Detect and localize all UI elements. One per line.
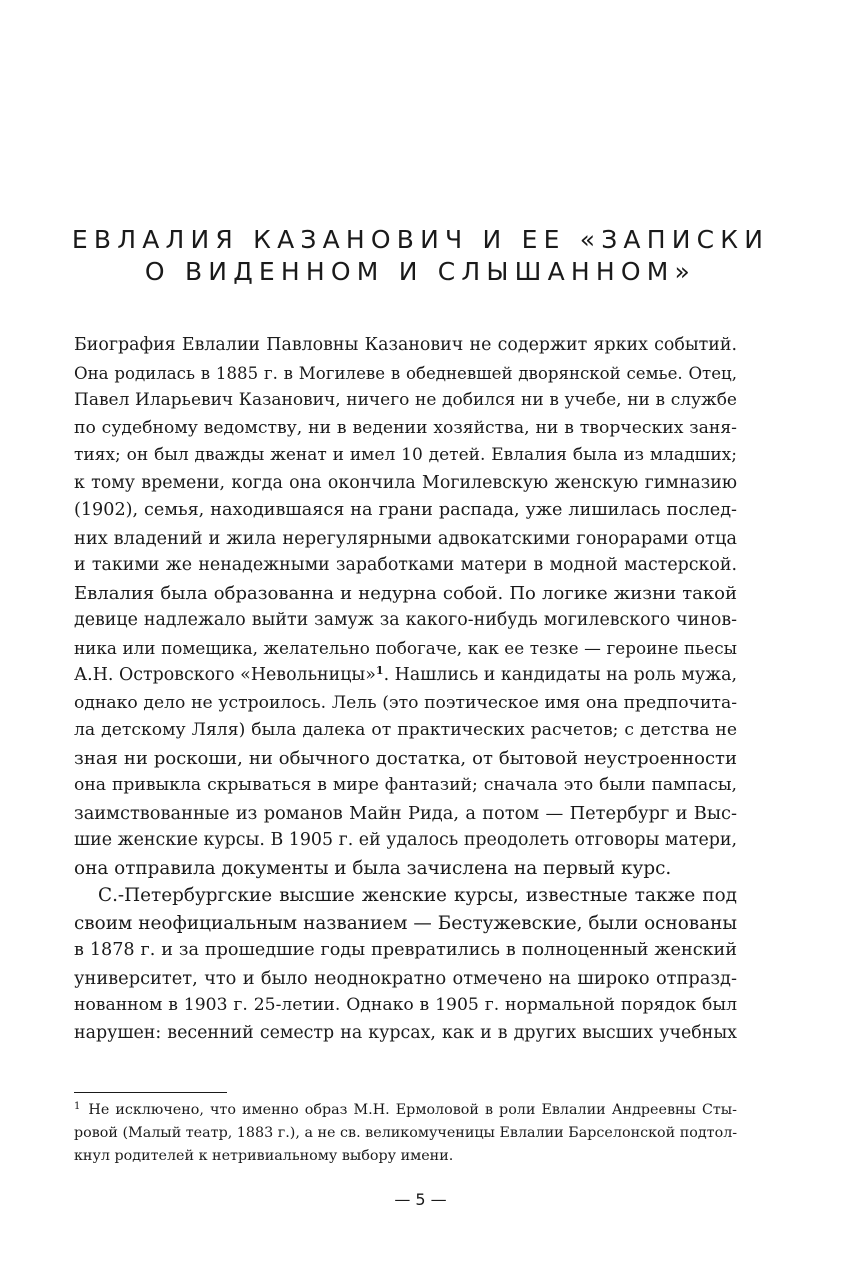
text-line: она привыкла скрываться в мире фантазий; сначала это были пампасы, — [74, 775, 737, 795]
footnote-separator — [74, 1092, 227, 1093]
footnote-line: кнул родителей к нетривиальному выбору имени. — [74, 1148, 454, 1164]
text-line: она отправила документы и была зачислена на первый курс. — [74, 857, 672, 879]
text-line: Павел Иларьевич Казанович, ничего не добился ни в учебе, ни в службе — [74, 390, 737, 410]
text-line: по судебному ведомству, ни в ведении хозяйства, ни в творческих заня- — [74, 417, 737, 438]
text-line: нарушен: весенний семестр на курсах, как и в других высших учебных — [74, 1022, 737, 1043]
text-fragment: А.Н. Островского «Невольницы» — [74, 665, 376, 685]
footnote — [74, 1099, 737, 1168]
text-line: однако дело не устроилось. Лель (это поэтическое имя она предпочита- — [74, 692, 737, 713]
text-line: Она родилась в 1885 г. в Могилеве в обедневшей дворянской семье. Отец, — [74, 363, 737, 383]
footnote-reference[interactable]: 1 — [375, 664, 384, 677]
text-line: университет, что и было неоднократно отмечено на широко отпразд- — [74, 967, 737, 989]
text-line: к тому времени, когда она окончила Могилевскую женскую гимназию — [74, 472, 737, 493]
text-line: шие женские курсы. В 1905 г. ей удалось преодолеть отговоры матери, — [74, 830, 737, 850]
text-line: тиях; он был дважды женат и имел 10 детей. Евлалия была из младших; — [74, 445, 737, 465]
text-line: девице надлежало выйти замуж за какого-нибудь могилевского чинов- — [74, 610, 737, 630]
footnote-line — [74, 1099, 737, 1122]
text-fragment: . Нашлись и кандидаты на роль мужа, — [383, 665, 737, 685]
text-line: них владений и жила нерегулярными адвокатскими гонорарами отца — [74, 527, 737, 549]
text-line: нованном в 1903 г. 25-летии. Однако в 1905 г. нормальной порядок был — [74, 995, 737, 1015]
text-line: Биография Евлалии Павловны Казанович не содержит ярких событий. — [74, 335, 737, 355]
text-line-with-footnote-ref — [74, 662, 737, 690]
text-line: своим неофициальным названием — Бестужевские, были основаны — [74, 912, 737, 934]
body-text — [74, 332, 737, 1047]
text-line: ла детскому Ляля) была далека от практических расчетов; с детства не — [74, 720, 737, 740]
text-line: заимствованные из романов Майн Рида, а потом — Петербург и Выс- — [74, 802, 737, 824]
footnote-mark: 1 — [74, 1101, 81, 1112]
chapter-title-line-2: О ВИДЕННОМ И СЛЫШАННОМ» — [144, 257, 697, 286]
text-line: С.-Петербургские высшие женские курсы, известные также под — [98, 885, 737, 906]
text-line: (1902), семья, находившаяся на грани распада, уже лишилась послед- — [74, 500, 737, 520]
chapter-title-line-1: ЕВЛАЛИЯ КАЗАНОВИЧ И ЕЕ «ЗАПИСКИ — [71, 225, 770, 254]
footnote-text: Не исключено, что именно образ М.Н. Ермоловой в роли Евлалии Андреевны Сты- — [88, 1102, 737, 1118]
text-line: и такими же ненадежными заработками матери в модной мастерской. — [74, 555, 737, 575]
footnote-line: ровой (Малый театр, 1883 г.), а не св. великомученицы Евлалии Барселонской подтол- — [74, 1125, 738, 1141]
text-line: в 1878 г. и за прошедшие годы превратились в полноценный женский — [74, 940, 737, 960]
text-line: Евлалия была образованна и недурна собой. По логике жизни такой — [74, 582, 737, 604]
page-number: — 5 — — [394, 1190, 447, 1209]
text-line: ника или помещика, желательно побогаче, как ее тезке — героине пьесы — [74, 637, 737, 658]
text-line: зная ни роскоши, ни обычного достатка, от бытовой неустроенности — [74, 747, 737, 769]
